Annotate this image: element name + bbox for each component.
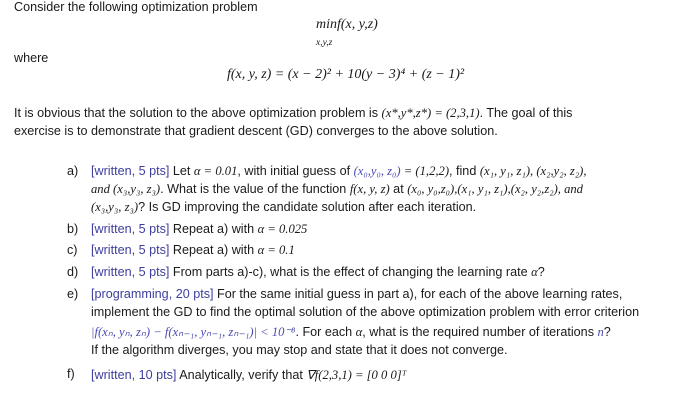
item-e-line-4: If the algorithm diverges, you may stop and state that it does not converge.: [91, 343, 508, 357]
objective-func: f(x, y,z): [337, 17, 378, 32]
item-b-tag: [written, 5 pts]: [91, 222, 170, 236]
solution-math: (x*,y*,z*) = (2,3,1): [381, 106, 480, 120]
intro-text: Consider the following optimization problem: [14, 0, 258, 14]
paragraph-line-1: It is obvious that the solution to the above optimization problem is (x*,y*,z*) = (2,3,1). The goal of this: [14, 106, 573, 120]
item-a-label: a): [67, 164, 79, 178]
item-e-line-1: [programming, 20 pts] For the same initial guess in part a), for each of the above learning rates,: [91, 287, 623, 301]
where-label: where: [14, 51, 49, 65]
item-e-line-3: |f(xₙ, yₙ, zₙ) − f(xₙ₋₁, yₙ₋₁, zₙ₋₁)| < 10⁻⁸. For each α, what is the required number of iterations n?: [91, 325, 611, 339]
paragraph-line-2: exercise is to demonstrate that gradient descent (GD) converges to the above solution.: [14, 124, 498, 138]
item-f-tag: [written, 10 pts]: [91, 368, 177, 382]
objective-subscript: x,y,z: [316, 38, 333, 48]
item-a-line-1: [written, 5 pts] Let α = 0.01, with initial guess of (x₀,y₀, z₀) = (1,2,2), find (x₁, y₁, z₁), (x₂,y₂, z₂),: [91, 164, 587, 178]
item-c-tag: [written, 5 pts]: [91, 243, 170, 257]
item-f-line: [written, 10 pts] Analytically, verify that ∇f(2,3,1) = [0 0 0]ᵀ: [91, 368, 407, 382]
item-b-label: b): [67, 222, 79, 236]
item-c-line: [written, 5 pts] Repeat a) with α = 0.1: [91, 243, 295, 257]
item-c-label: c): [67, 243, 78, 257]
item-d-line: [written, 5 pts] From parts a)-c), what is the effect of changing the learning rate α?: [91, 265, 545, 279]
item-e-label: e): [67, 287, 79, 301]
item-b-line: [written, 5 pts] Repeat a) with α = 0.025: [91, 222, 308, 236]
function-definition: f(x, y, z) = (x − 2)² + 10(y − 3)⁴ + (z − 1)²: [227, 67, 465, 82]
item-a-tag: [written, 5 pts]: [91, 164, 170, 178]
item-e-tag: [programming, 20 pts]: [91, 287, 214, 301]
objective-expression: [316, 17, 378, 33]
objective-op: min: [316, 17, 337, 32]
item-d-label: d): [67, 265, 79, 279]
item-a-line-3: (x₃,y₃, z₃)? Is GD improving the candidate solution after each iteration.: [91, 200, 477, 214]
item-d-tag: [written, 5 pts]: [91, 265, 170, 279]
item-a-line-2: and (x₃,y₃, z₃). What is the value of the function f(x, y, z) at (x₀, y₀,z₀),(x₁, y₁, z₁),(x₂, y₂,z₂), and: [91, 182, 583, 196]
item-e-line-2: implement the GD to find the optimal solution of the above optimization problem with error criterion: [91, 305, 640, 319]
item-f-label: f): [67, 367, 75, 381]
